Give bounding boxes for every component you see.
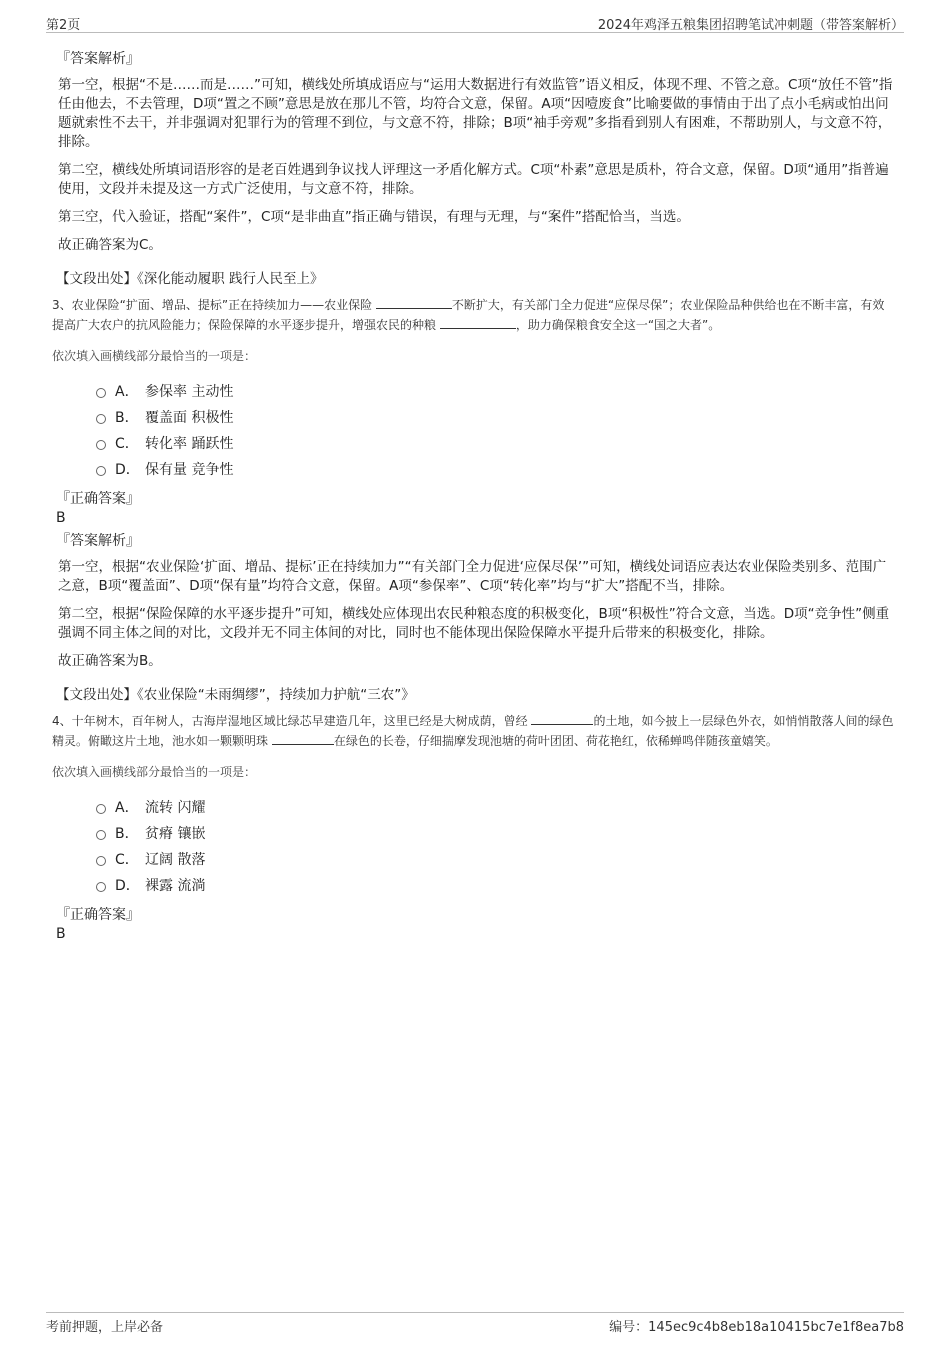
question-4-options (96, 794, 896, 898)
analysis-heading: 『答案解析』 (56, 533, 140, 549)
radio-icon[interactable] (96, 440, 106, 450)
option-b[interactable]: B． 贫瘠 镶嵌 (96, 820, 896, 846)
analysis-conclusion: 故正确答案为C。 (58, 237, 162, 253)
radio-icon[interactable] (96, 804, 106, 814)
question-3-options (96, 378, 896, 482)
radio-icon[interactable] (96, 882, 106, 892)
document-id: 编号：145ec9c4b8eb18a10415bc7e1f8ea7b8 (609, 1320, 904, 1335)
radio-icon[interactable] (96, 466, 106, 476)
question-prompt: 依次填入画横线部分最恰当的一项是： (52, 349, 257, 363)
document-title: 2024年鸡泽五粮集团招聘笔试冲刺题（带答案解析） (597, 18, 904, 33)
analysis-paragraph: 第二空，横线处所填词语形容的是老百姓遇到争议找人评理这一矛盾化解方式。C项“朴素”意思是质朴，符合文意，保留。D项“通用”指普遍使用，文段并未提及这一方式广泛使用，与文意不符，排除。 (58, 162, 889, 197)
fill-blank (272, 732, 334, 745)
fill-blank (440, 316, 516, 329)
option-b[interactable]: B． 覆盖面 积极性 (96, 404, 896, 430)
question-3-text: 3、农业保险“扩面、增品、提标”正在持续加力——农业保险 不断扩大，有关部门全力促进“应保尽保”；农业保险品种供给也在不断丰富，有效提高广大农户的抗风险能力；保险保障的水平逐步提升，增强农民的种粮 ，助力确保粮食安全这一“国之大者”。 (52, 298, 885, 332)
correct-answer-value: B (56, 510, 66, 526)
question-4-text: 4、十年树木，百年树人，古海岸湿地区域比绿芯早建造几年，这里已经是大树成荫，曾经 的土地，如今披上一层绿色外衣，如悄悄散落人间的绿色精灵。俯瞰这片土地，池水如一颗颗明珠 在绿色的长卷，仔细揣摩发现池塘的荷叶团团、荷花艳红，依稀蝉鸣伴随孩童嬉笑。 (52, 714, 894, 748)
option-d[interactable]: D． 保有量 竞争性 (96, 456, 896, 482)
option-c[interactable]: C． 辽阔 散落 (96, 846, 896, 872)
page-content (52, 44, 896, 946)
analysis-paragraph: 第一空，根据“不是……而是……”可知，横线处所填成语应与“运用大数据进行有效监管”语义相反，体现不理、不管之意。C项“放任不管”指任由他去，不去管理，D项“置之不顾”意思是放在那儿不管，均符合文意，保留。A项“因噎废食”比喻要做的事情由于出了点小毛病或怕出问题就索性不去干，并非强调对犯罪行为的管理不到位，与文意不符，排除；B项“袖手旁观”多指看到别人有困难，不帮助别人，与文意不符，排除。 (58, 77, 893, 150)
option-a[interactable]: A． 流转 闪耀 (96, 794, 896, 820)
correct-answer-heading: 『正确答案』 (56, 907, 140, 923)
page-number: 第2页 (46, 18, 81, 33)
analysis-paragraph: 第二空，根据“保险保障的水平逐步提升”可知，横线处应体现出农民种粮态度的积极变化，B项“积极性”符合文意，当选。D项“竞争性”侧重强调不同主体之间的对比，文段并无不同主体间的对比，同时也不能体现出保险保障水平提升后带来的积极变化，排除。 (58, 606, 890, 641)
analysis-heading: 『答案解析』 (56, 51, 140, 67)
footer-slogan: 考前押题，上岸必备 (46, 1320, 164, 1335)
fill-blank (376, 296, 452, 309)
option-a[interactable]: A． 参保率 主动性 (96, 378, 896, 404)
option-d[interactable]: D． 裸露 流淌 (96, 872, 896, 898)
page-header (46, 14, 904, 33)
analysis-conclusion: 故正确答案为B。 (58, 653, 162, 669)
option-c[interactable]: C． 转化率 踊跃性 (96, 430, 896, 456)
page-footer (46, 1312, 904, 1335)
correct-answer-value: B (56, 926, 66, 942)
radio-icon[interactable] (96, 388, 106, 398)
radio-icon[interactable] (96, 856, 106, 866)
source-citation: 【文段出处】《深化能动履职 践行人民至上》 (56, 271, 324, 287)
radio-icon[interactable] (96, 830, 106, 840)
question-prompt: 依次填入画横线部分最恰当的一项是： (52, 765, 257, 779)
analysis-paragraph: 第一空，根据“农业保险‘扩面、增品、提标’正在持续加力”“有关部门全力促进‘应保尽保’”可知，横线处词语应表达农业保险类别多、范围广之意，B项“覆盖面”、D项“保有量”均符合文意，保留。A项“参保率”、C项“转化率”均与“扩大”搭配不当，排除。 (58, 559, 887, 594)
fill-blank (531, 712, 593, 725)
radio-icon[interactable] (96, 414, 106, 424)
source-citation: 【文段出处】《农业保险“未雨绸缪”，持续加力护航“三农”》 (56, 687, 415, 703)
analysis-paragraph: 第三空，代入验证，搭配“案件”，C项“是非曲直”指正确与错误，有理与无理，与“案件”搭配恰当，当选。 (58, 209, 690, 225)
correct-answer-heading: 『正确答案』 (56, 491, 140, 507)
